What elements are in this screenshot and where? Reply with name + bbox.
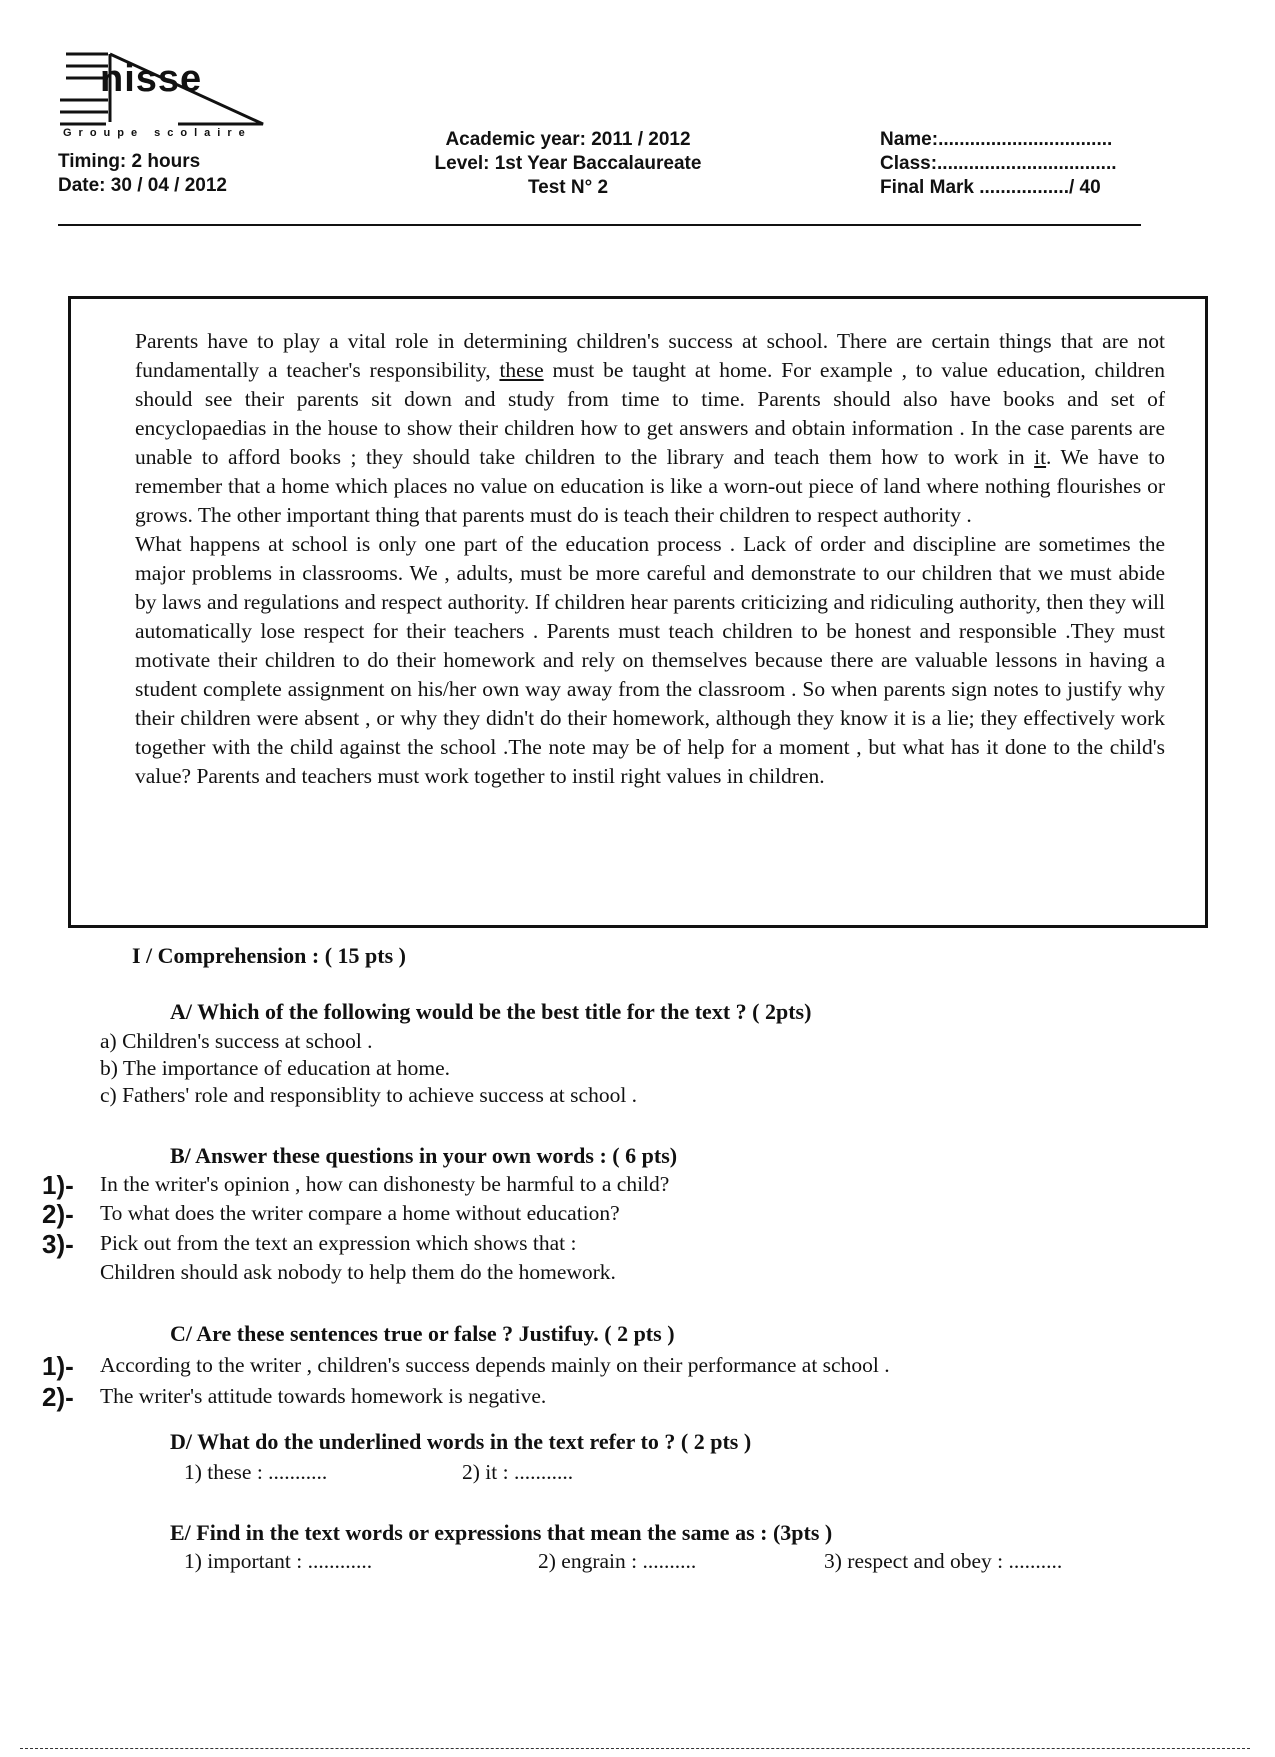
question-b-title: B/ Answer these questions in your own words : ( 6 pts) (170, 1143, 678, 1168)
header-right (880, 128, 1117, 200)
underlined-these: these (499, 358, 544, 382)
question-e-1: 1) important : ............ (184, 1549, 373, 1573)
logo-subtitle: Groupe scolaire (63, 127, 252, 139)
question-d-title: D/ What do the underlined words in the text refer to ? ( 2 pts ) (170, 1429, 752, 1454)
class-field: Class:.................................. (880, 153, 1117, 174)
handwritten-number-c1: 1)- (42, 1351, 74, 1381)
reading-passage (68, 296, 1208, 928)
question-e-title: E/ Find in the text words or expressions that mean the same as : (3pts ) (170, 1520, 833, 1545)
name-field: Name:................................. (880, 129, 1113, 150)
handwritten-number-2: 2)- (42, 1199, 74, 1229)
question-b-3: Pick out from the text an expression which shows that : (100, 1231, 577, 1255)
question-c-2: The writer's attitude towards homework is negative. (100, 1384, 547, 1408)
handwritten-number-1: 1)- (42, 1170, 74, 1200)
logo-text: nisse (100, 58, 203, 100)
header-center (418, 128, 718, 200)
p1-text-b: must be taught at home. For example , to value education, children should see their parents sit down and study from time to time. Parents should also have books and set of encyclopaedias in the house to show their children how to get answers and obtain information . In the case parents are unable to afford books ; they should take children to the library and teach them how to work in (135, 358, 1165, 469)
page-bottom-line (20, 1748, 1250, 1750)
question-b-3-statement: Children should ask nobody to help them do the homework. (100, 1260, 616, 1284)
underlined-it: it (1034, 445, 1047, 469)
question-c-title: C/ Are these sentences true or false ? Justifuy. ( 2 pts ) (170, 1321, 675, 1346)
p1-text-c: . We have to remember that a home which places no value on education is like a worn-out piece of land where nothing flourishes or grows. The other important thing that parents must do is teach their children to respect authority . (135, 445, 1165, 527)
option-a: a) Children's success at school . (100, 1029, 373, 1053)
question-e-2: 2) engrain : .......... (538, 1549, 697, 1573)
comprehension-title: I / Comprehension : ( 15 pts ) (132, 943, 407, 968)
option-c: c) Fathers' role and responsiblity to achieve success at school . (100, 1083, 638, 1107)
p1-text-a: Parents have to play a vital role in determining children's success at school. There are certain things that are not fundamentally a teacher's responsibility, (135, 329, 1165, 382)
handwritten-number-c2: 2)- (42, 1382, 74, 1412)
test-number: Test N° 2 (527, 177, 609, 198)
timing: Timing: 2 hours (58, 151, 201, 172)
question-a-title: A/ Which of the following would be the best title for the text ? ( 2pts) (170, 999, 812, 1024)
academic-year: Academic year: 2011 / 2012 (445, 129, 691, 150)
header-left (58, 150, 227, 198)
option-b: b) The importance of education at home. (100, 1056, 451, 1080)
header-divider (58, 224, 1141, 226)
final-mark: Final Mark ................./ 40 (880, 177, 1101, 198)
level: Level: 1st Year Baccalaureate (434, 153, 702, 174)
question-b-2: To what does the writer compare a home without education? (100, 1201, 620, 1225)
question-d-2: 2) it : ........... (462, 1460, 574, 1484)
passage-paragraph-2: What happens at school is only one part of the education process . Lack of order and discipline are sometimes the major problems in classrooms. We , adults, must be more careful and demonstrate to our children that we must abide by laws and regulations and respect authority. If children hear parents criticizing and ridiculing authority, then they will automatically lose respect for their teachers . Parents must teach children to be honest and responsible .They must motivate their children to do their homework and rely on themselves because there are valuable lessons in having a student complete assignment on his/her own way away from the classroom . So when parents sign notes to justify why their children were absent , or why they didn't do their homework, although they know it is a lie; they effectively work together with the child against the school .The note may be of help for a moment , but what has it done to the child's value? Parents and teachers must work together to instil right values in children. (135, 532, 1165, 788)
question-c-1: According to the writer , children's success depends mainly on their performance at school . (100, 1353, 890, 1377)
question-e-3: 3) respect and obey : .......... (824, 1549, 1063, 1573)
handwritten-number-3: 3)- (42, 1229, 74, 1259)
date: Date: 30 / 04 / 2012 (58, 175, 227, 196)
question-d-1: 1) these : ........... (184, 1460, 328, 1484)
passage-paragraph-1 (135, 327, 1165, 530)
question-b-1: In the writer's opinion , how can dishonesty be harmful to a child? (100, 1172, 670, 1196)
